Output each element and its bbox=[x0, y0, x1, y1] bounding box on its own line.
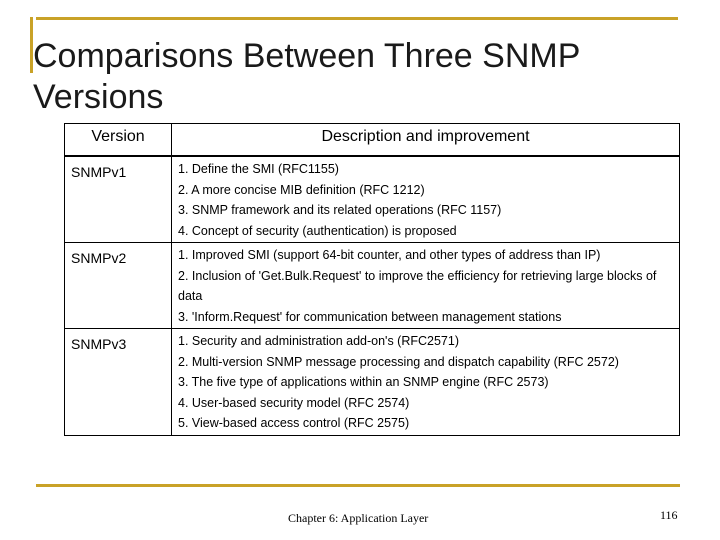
list-item: 2. Multi-version SNMP message processing and dispatch capability (RFC 2572) bbox=[178, 354, 619, 369]
table-row bbox=[65, 329, 680, 436]
description-cell bbox=[172, 329, 680, 436]
list-item: 4. Concept of security (authentication) is proposed bbox=[178, 223, 457, 238]
list-item: 1. Improved SMI (support 64-bit counter, and other types of address than IP) bbox=[178, 248, 601, 262]
table-row bbox=[65, 243, 680, 329]
description-cell bbox=[172, 156, 680, 243]
list-item: 3. 'Inform.Request' for communication between management stations bbox=[178, 309, 562, 324]
list-item: 4. User-based security model (RFC 2574) bbox=[178, 395, 410, 410]
header-description: Description and improvement bbox=[172, 124, 680, 157]
table-header-row bbox=[65, 124, 680, 157]
list-item: 3. The five type of applications within an SNMP engine (RFC 2573) bbox=[178, 375, 549, 389]
version-cell: SNMPv2 bbox=[65, 243, 172, 329]
page-number: 116 bbox=[660, 508, 678, 522]
list-item: 5. View-based access control (RFC 2575) bbox=[178, 416, 410, 430]
bottom-accent-rule bbox=[36, 484, 680, 487]
list-item: 1. Define the SMI (RFC1155) bbox=[178, 162, 339, 176]
comparison-table bbox=[64, 123, 680, 436]
list-item: 2. A more concise MIB definition (RFC 1212) bbox=[178, 182, 425, 197]
header-version: Version bbox=[65, 124, 172, 157]
footer-chapter: Chapter 6: Application Layer bbox=[288, 511, 429, 525]
list-item: 1. Security and administration add-on's (RFC2571) bbox=[178, 334, 459, 348]
table-row bbox=[65, 156, 680, 243]
top-accent-rule bbox=[36, 17, 678, 20]
version-cell: SNMPv1 bbox=[65, 156, 172, 243]
slide-title: Comparisons Between Three SNMP Versions bbox=[33, 37, 580, 116]
list-item: 2. Inclusion of 'Get.Bulk.Request' to improve the efficiency for retrieving large blocks of data bbox=[178, 268, 657, 303]
list-item: 3. SNMP framework and its related operations (RFC 1157) bbox=[178, 203, 502, 217]
description-cell bbox=[172, 243, 680, 329]
version-cell: SNMPv3 bbox=[65, 329, 172, 436]
